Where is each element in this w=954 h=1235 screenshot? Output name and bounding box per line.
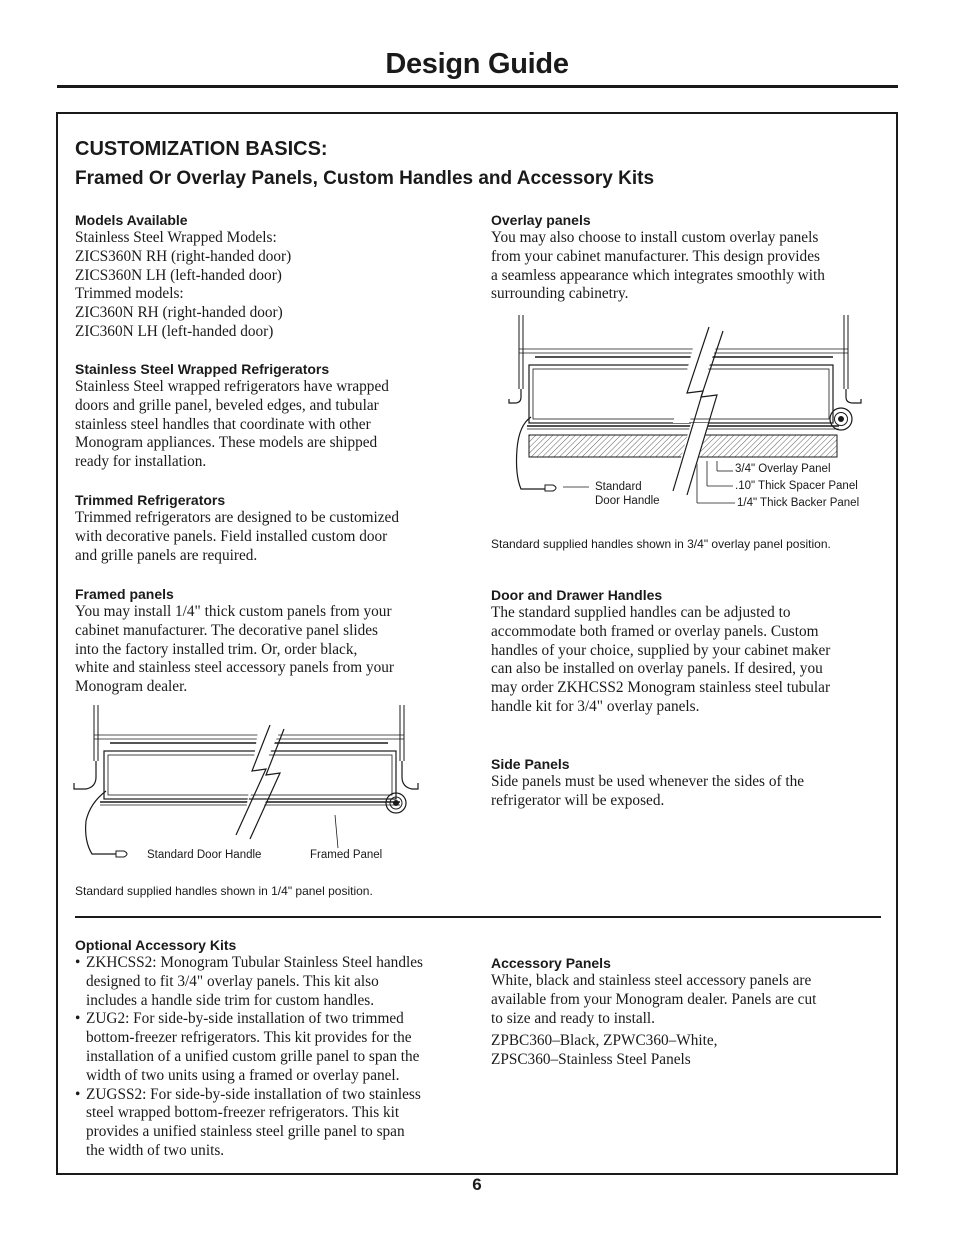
list-item bbox=[75, 1010, 470, 1085]
handles-line: may order ZKHCSS2 Monogram stainless steel tubular bbox=[491, 679, 831, 697]
accessory-kits-heading: Optional Accessory Kits bbox=[75, 937, 237, 953]
framed-panel-label: Framed Panel bbox=[310, 849, 383, 861]
page-title: Design Guide bbox=[385, 48, 569, 80]
overlay-caption: Standard supplied handles shown in 3/4" overlay panel position. bbox=[491, 537, 831, 551]
framed-line: You may install 1/4" thick custom panels from your bbox=[75, 603, 392, 620]
framed-line: into the factory installed trim. Or, order black, bbox=[75, 640, 358, 658]
stainless-line: Stainless Steel wrapped refrigerators have wrapped bbox=[75, 378, 389, 395]
page-number: 6 bbox=[472, 1175, 482, 1194]
framed-line: cabinet manufacturer. The decorative panel slides bbox=[75, 621, 378, 639]
overlay-heading: Overlay panels bbox=[491, 212, 591, 228]
accessory-panels-models: ZPBC360–Black, ZPWC360–White, bbox=[491, 1032, 718, 1050]
trimmed-line: with decorative panels. Field installed custom door bbox=[75, 527, 388, 545]
list-item-line: installation of a unified custom grille panel to span the bbox=[86, 1047, 420, 1065]
list-item-line: width of two units using a framed or overlay panel. bbox=[86, 1066, 400, 1084]
overlay-block bbox=[491, 211, 881, 304]
list-item-line: includes a handle side trim for custom handles. bbox=[86, 991, 375, 1009]
stainless-line: Monogram appliances. These models are shipped bbox=[75, 434, 378, 452]
handles-heading: Door and Drawer Handles bbox=[491, 587, 663, 603]
accessory-kits-block bbox=[75, 936, 470, 1161]
list-item-line: the width of two units. bbox=[86, 1141, 225, 1159]
models-available-heading: Models Available bbox=[75, 212, 188, 228]
overlay-handle-label-1: Standard bbox=[595, 481, 642, 493]
overlay-line: a seamless appearance which integrates smoothly with bbox=[491, 266, 825, 284]
list-item-line: ZUGSS2: For side-by-side installation of two stainless bbox=[86, 1085, 421, 1103]
framed-line: Monogram dealer. bbox=[75, 678, 188, 696]
list-item-line: bottom-freezer refrigerators. This kit provides for the bbox=[86, 1029, 412, 1047]
handles-line: can also be installed on overlay panels. If desired, you bbox=[491, 660, 823, 678]
stainless-heading: Stainless Steel Wrapped Refrigerators bbox=[75, 361, 330, 377]
stainless-line: doors and grille panel, beveled edges, and tubular bbox=[75, 396, 379, 414]
spacer-panel-label: .10" Thick Spacer Panel bbox=[735, 480, 858, 492]
accessory-panels-block bbox=[491, 954, 881, 1070]
list-item-line: steel wrapped bottom-freezer refrigerators. This kit bbox=[86, 1104, 400, 1122]
backer-panel-label: 1/4" Thick Backer Panel bbox=[737, 497, 860, 509]
models-line: ZIC360N LH (left-handed door) bbox=[75, 322, 274, 340]
accessory-panels-line: to size and ready to install. bbox=[491, 1009, 655, 1027]
framed-panel-diagram bbox=[70, 703, 420, 863]
framed-caption: Standard supplied handles shown in 1/4" panel position. bbox=[75, 884, 373, 898]
list-item-line: ZKHCSS2: Monogram Tubular Stainless Steel handles bbox=[86, 954, 423, 971]
title-rule bbox=[57, 85, 898, 88]
accessory-panels-heading: Accessory Panels bbox=[491, 955, 611, 971]
models-line: Trimmed models: bbox=[75, 285, 184, 303]
framed-heading: Framed panels bbox=[75, 586, 174, 602]
framed-block bbox=[75, 585, 465, 697]
side-panels-block bbox=[491, 755, 881, 811]
accessory-panels-models: ZPSC360–Stainless Steel Panels bbox=[491, 1051, 691, 1069]
handles-block bbox=[491, 586, 886, 717]
overlay-line: You may also choose to install custom overlay panels bbox=[491, 229, 819, 246]
accessory-panels-line: White, black and stainless steel accessory panels are bbox=[491, 972, 812, 989]
section-heading: CUSTOMIZATION BASICS: bbox=[75, 138, 328, 160]
models-line: ZICS360N LH (left-handed door) bbox=[75, 266, 282, 284]
models-line: Stainless Steel Wrapped Models: bbox=[75, 229, 277, 246]
list-item-line: designed to fit 3/4" overlay panels. This kit also bbox=[86, 972, 379, 990]
side-panels-line: Side panels must be used whenever the sides of the bbox=[491, 773, 805, 790]
handles-line: handles of your choice, supplied by your cabinet maker bbox=[491, 641, 831, 659]
framed-line: white and stainless steel accessory panels from your bbox=[75, 659, 395, 677]
stainless-line: ready for installation. bbox=[75, 453, 207, 471]
trimmed-line: and grille panels are required. bbox=[75, 546, 258, 564]
models-available-block bbox=[75, 211, 465, 342]
overlay-handle-label-2: Door Handle bbox=[595, 495, 660, 507]
trimmed-line: Trimmed refrigerators are designed to be customized bbox=[75, 509, 399, 526]
list-item bbox=[75, 1086, 470, 1161]
handles-line: accommodate both framed or overlay panels. Custom bbox=[491, 622, 819, 640]
list-item-line: provides a unified stainless steel grille panel to span bbox=[86, 1123, 405, 1141]
trimmed-heading: Trimmed Refrigerators bbox=[75, 492, 226, 508]
framed-handle-label: Standard Door Handle bbox=[147, 849, 262, 861]
section-subheading: Framed Or Overlay Panels, Custom Handles and Accessory Kits bbox=[75, 168, 655, 189]
handles-line: The standard supplied handles can be adjusted to bbox=[491, 604, 791, 621]
handles-line: handle kit for 3/4" overlay panels. bbox=[491, 697, 700, 715]
accessory-kits-list bbox=[75, 954, 470, 1161]
trimmed-block bbox=[75, 491, 465, 565]
overlay-line: surrounding cabinetry. bbox=[491, 285, 629, 303]
overlay-panel-label: 3/4" Overlay Panel bbox=[735, 463, 831, 475]
models-line: ZICS360N RH (right-handed door) bbox=[75, 247, 292, 265]
side-panels-line: refrigerator will be exposed. bbox=[491, 791, 665, 809]
stainless-line: stainless steel handles that coordinate with other bbox=[75, 415, 371, 433]
models-line: ZIC360N RH (right-handed door) bbox=[75, 304, 283, 322]
section-divider bbox=[75, 916, 881, 918]
overlay-line: from your cabinet manufacturer. This design provides bbox=[491, 247, 820, 265]
stainless-block bbox=[75, 360, 465, 472]
list-item-line: ZUG2: For side-by-side installation of two trimmed bbox=[86, 1010, 404, 1028]
list-item bbox=[75, 954, 470, 1010]
accessory-panels-line: available from your Monogram dealer. Panels are cut bbox=[491, 990, 817, 1008]
side-panels-heading: Side Panels bbox=[491, 756, 570, 772]
